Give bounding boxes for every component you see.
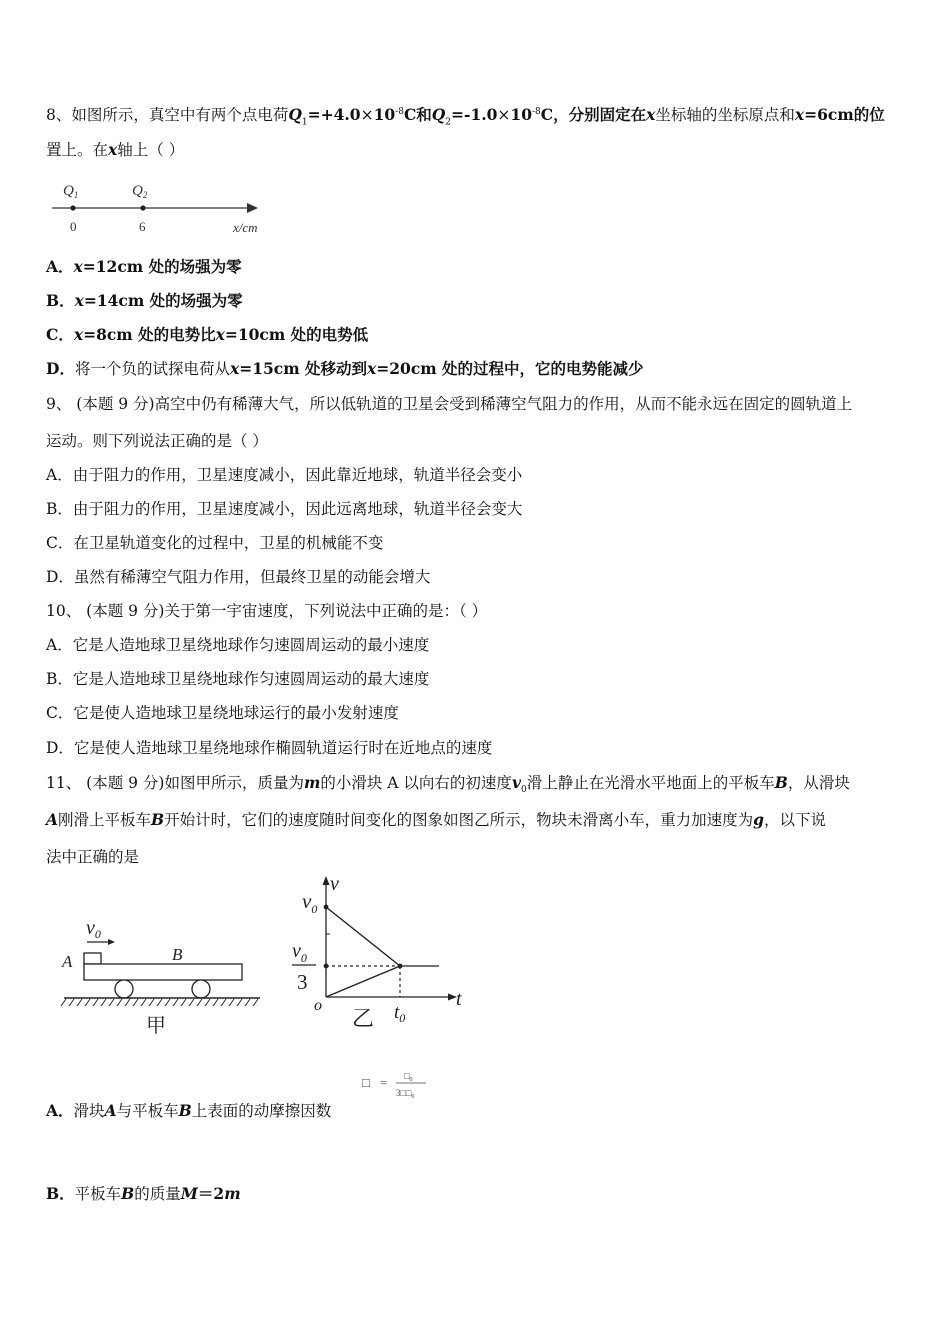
- q11-option-b: B．平板车B的质量M＝2m: [46, 1184, 241, 1203]
- q9-stem-line2: 运动。则下列说法正确的是（ ）: [46, 432, 268, 450]
- yi-v0-label: v: [302, 889, 312, 913]
- q1-label: Q: [63, 183, 74, 199]
- yi-origin: o: [314, 997, 322, 1014]
- svg-text:t0: $t_0$: [394, 1002, 406, 1025]
- svg-text:Q2: $Q_2$: [132, 183, 148, 200]
- svg-text:□0: $□_0$: [404, 1071, 413, 1083]
- q11-stem-line2: A刚滑上平板车B开始计时，它们的速度随时间变化的图象如图乙所示，物块未滑离小车，重力加速度为g，以下说: [46, 810, 827, 829]
- svg-text:v0: $v_0$: [302, 889, 318, 916]
- jia-caption: 甲: [146, 1015, 166, 1037]
- q8-option-d: D．将一个负的试探电荷从x=15cm 处移动到x=20cm 处的过程中，它的电势能减少: [46, 359, 644, 378]
- wheel-right: [192, 980, 210, 998]
- svg-text:Q1: $Q_1$: [63, 183, 79, 200]
- axis-label: x/cm: [233, 220, 258, 235]
- q2-point: [140, 205, 145, 210]
- q10-option-b: B．它是人造地球卫星绕地球作匀速圆周运动的最大速度: [46, 670, 430, 688]
- slider-block-a: [84, 953, 101, 964]
- q2-label: Q: [132, 183, 143, 199]
- q8-option-c: C．x=8cm 处的电势比x=10cm 处的电势低: [46, 325, 369, 344]
- q11-stem-line1: 11、 (本题 9 分)如图甲所示，质量为m的小滑块 A 以向右的初速度$v_0$滑上静止在光滑水平地面上的平板车B，从滑块: [46, 773, 850, 796]
- q9-option-a: A．由于阻力的作用，卫星速度减小，因此靠近地球，轨道半径会变小: [46, 466, 523, 484]
- q8-stem-line2: 置上。在x轴上（ ）: [46, 140, 185, 159]
- formula-den: 3□□: [396, 1088, 412, 1098]
- q8-option-a: A．x=12cm 处的场强为零: [46, 257, 242, 276]
- svg-text:v0: $v_0$: [292, 940, 307, 965]
- svg-text:3□□0: $3□□_0$: [396, 1088, 415, 1100]
- yi-t0-label: t: [394, 1002, 400, 1023]
- q9-option-b: B．由于阻力的作用，卫星速度减小，因此远离地球，轨道半径会变大: [46, 500, 523, 518]
- q8-stem-line1: 8、如图所示，真空中有两个点电荷$Q_1=+4.0\times 10^{-8}C$和$Q_2=-1.0\times 10^{-8}C$，分别固定在x坐标轴的坐标原点和x=6cm的位: [46, 105, 885, 128]
- q9-stem-line1: 9、 (本题 9 分)高空中仍有稀薄大气，所以低轨道的卫星会受到稀薄空气阻力的作用，从而不能永远在固定的圆轨道上: [46, 395, 853, 413]
- yi-frac-den: 3: [297, 970, 308, 994]
- q8-option-b: B．x=14cm 处的场强为零: [46, 291, 243, 310]
- jia-v0-label: v: [86, 917, 95, 939]
- q9-option-d: D．虽然有稀薄空气阻力作用，但最终卫星的动能会增大: [46, 568, 431, 586]
- q10-option-c: C．它是使人造地球卫星绕地球运行的最小发射速度: [46, 704, 399, 722]
- jia-a-label: A: [62, 952, 73, 971]
- svg-text:v0: $v_0$: [86, 917, 101, 941]
- q9-option-c: C．在卫星轨道变化的过程中，卫星的机械能不变: [46, 534, 384, 552]
- q10-option-a: A．它是人造地球卫星绕地球作匀速圆周运动的最小速度: [46, 636, 430, 654]
- plank-b: [84, 964, 242, 980]
- q11-stem-line3: 法中正确的是: [46, 848, 140, 866]
- jia-b-label: B: [172, 945, 183, 964]
- tick-6: 6: [139, 219, 146, 234]
- yi-t-label: t: [456, 988, 462, 1010]
- q10-option-d: D．它是使人造地球卫星绕地球作椭圆轨道运行时在近地点的速度: [46, 739, 493, 757]
- q1-point: [70, 205, 75, 210]
- wheel-left: [115, 980, 133, 998]
- q8-axis-figure: [46, 175, 286, 240]
- q10-stem: 10、 (本题 9 分)关于第一宇宙速度，下列说法中正确的是：（ ）: [46, 602, 488, 620]
- tick-0: 0: [70, 219, 77, 234]
- formula-num: □: [404, 1071, 410, 1081]
- mu-formula: [360, 1066, 440, 1106]
- figure-jia: [58, 910, 268, 1040]
- figure-yi: [286, 872, 476, 1042]
- yi-caption: 乙: [352, 1006, 375, 1031]
- formula-eq: =: [380, 1075, 388, 1090]
- yi-v-label: v: [330, 873, 339, 895]
- q11-option-a: A．滑块A与平板车B上表面的动摩擦因数: [46, 1101, 332, 1120]
- formula-lhs: □: [362, 1075, 370, 1090]
- yi-frac-num: v: [292, 940, 301, 962]
